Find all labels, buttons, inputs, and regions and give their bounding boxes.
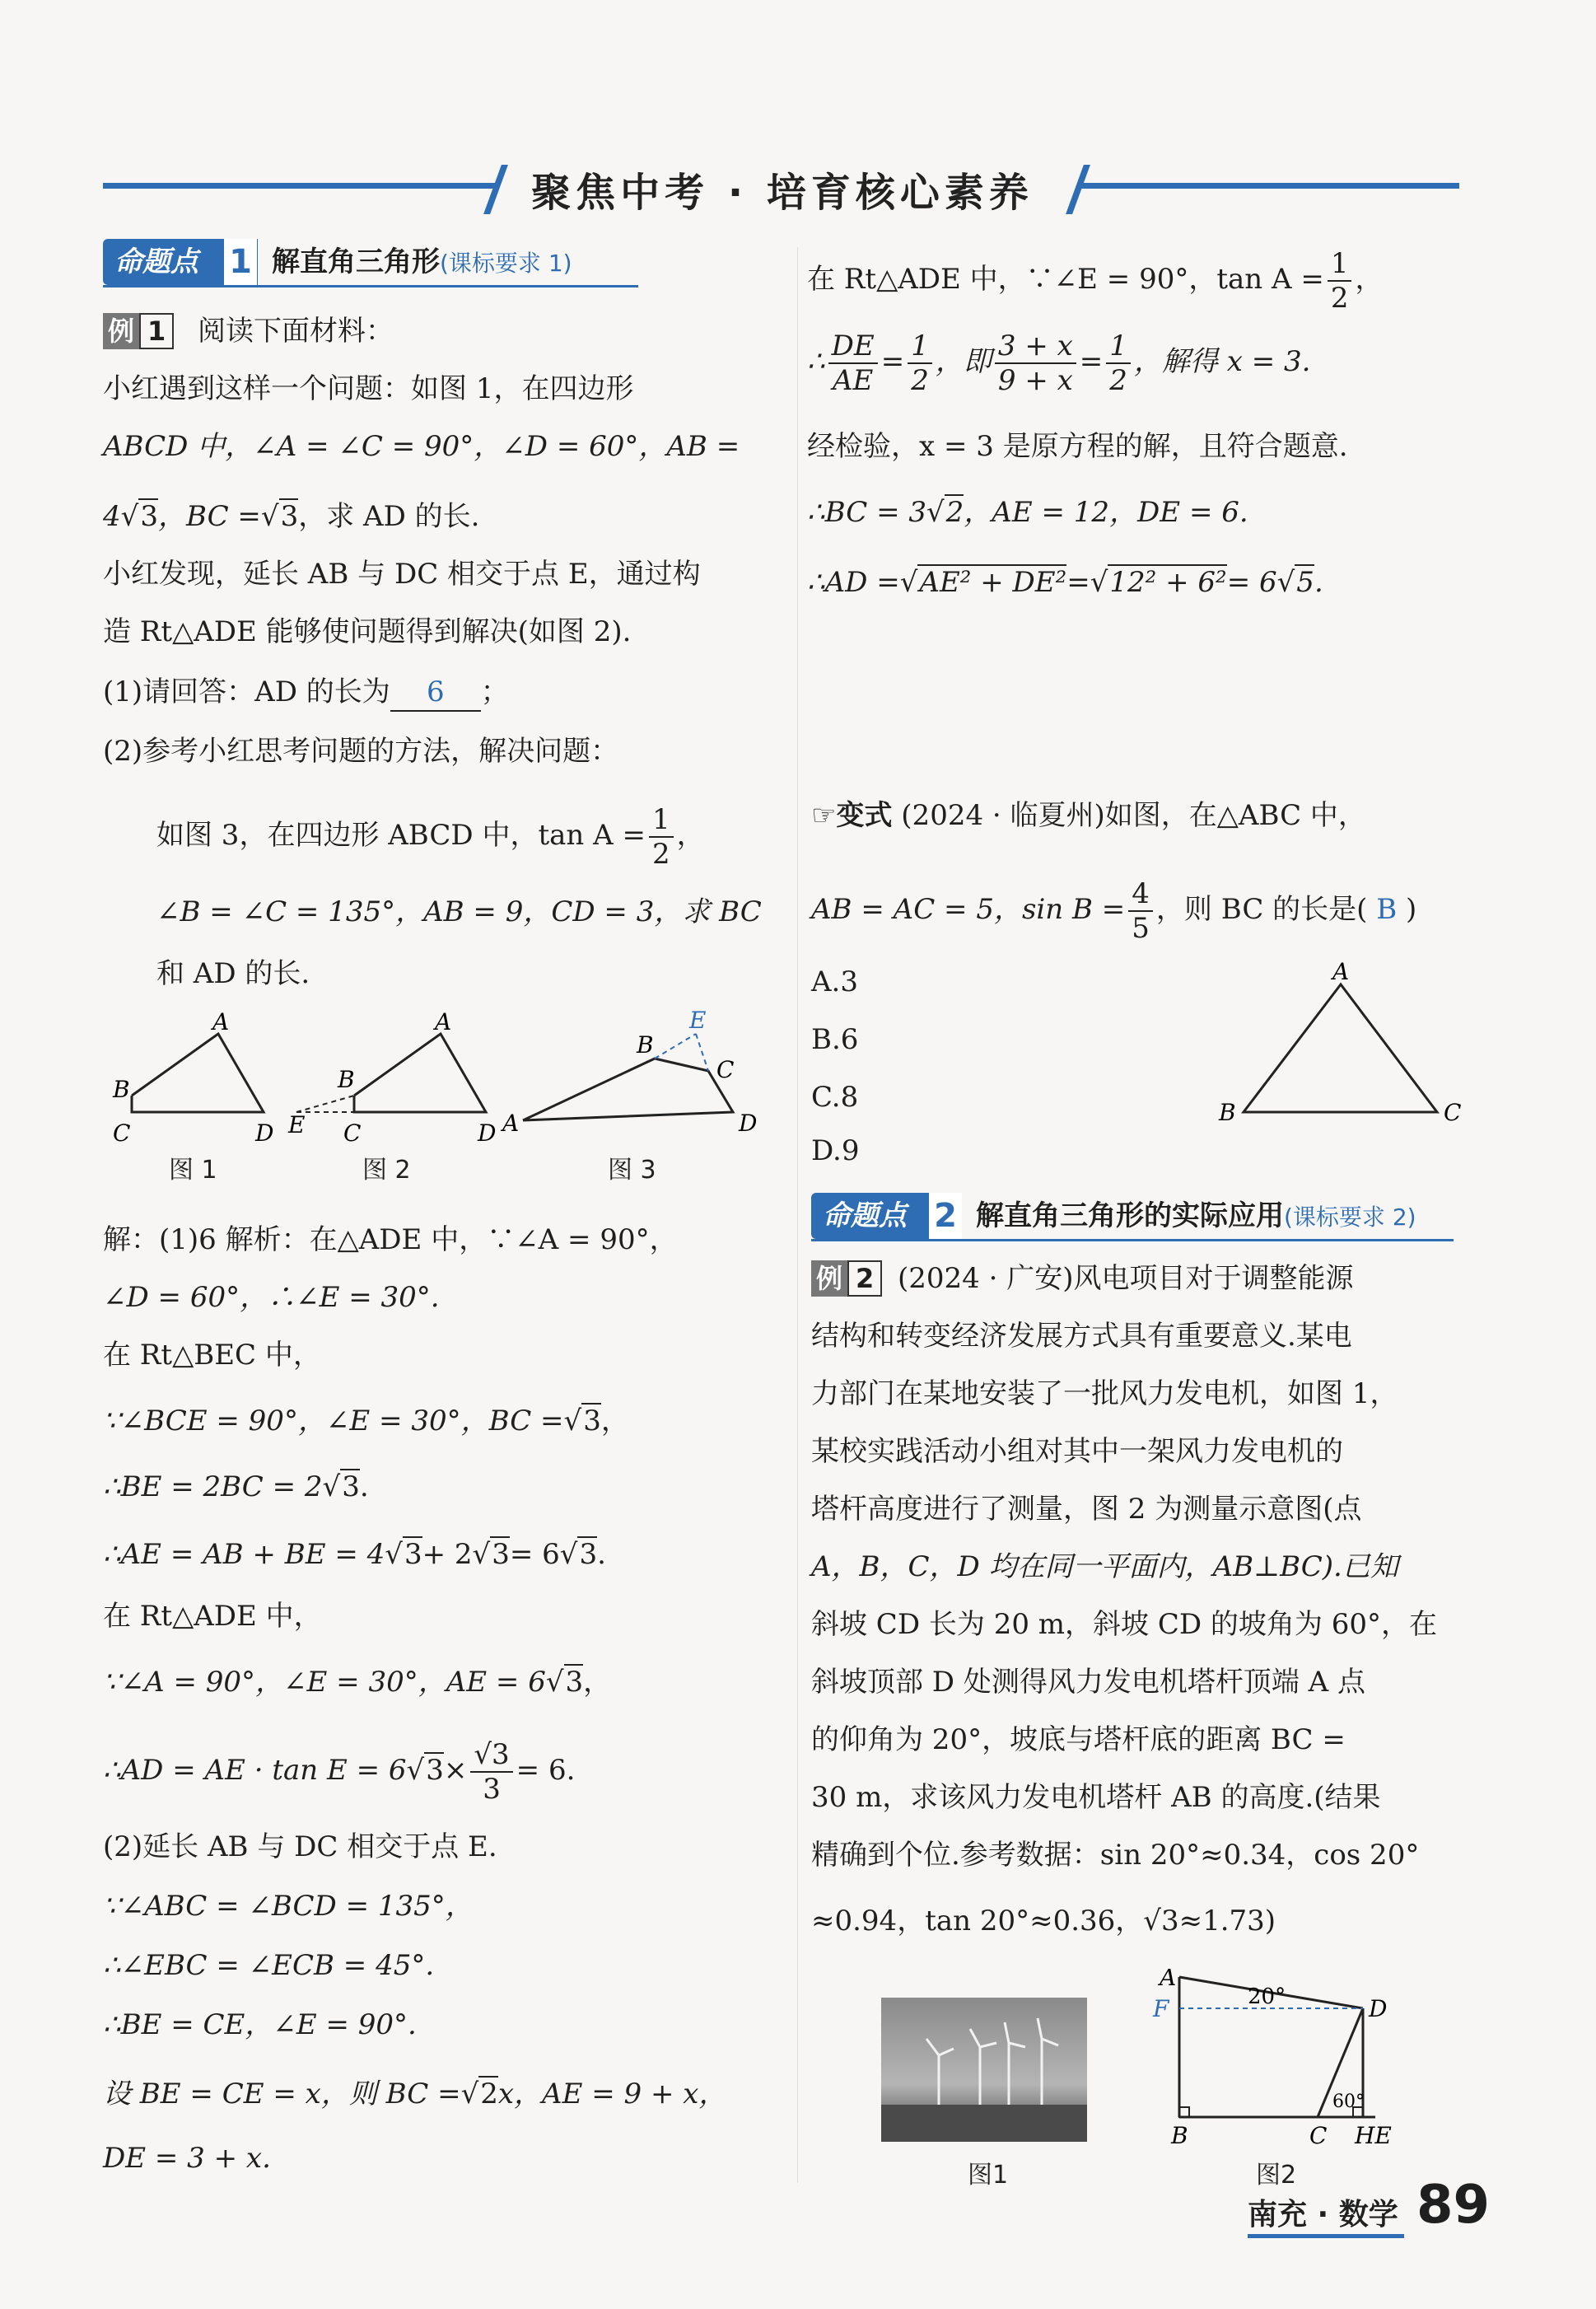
figure-1: [132, 1034, 264, 1112]
solution-text: ∵∠BCE = 90°，∠E = 30°，BC =√3，: [103, 1405, 629, 1437]
figure-caption: 图1: [968, 2161, 1009, 2190]
solution-text: ∴BC = 3√2，AE = 12，DE = 6.: [807, 496, 1248, 529]
svg-text:C: C: [716, 1056, 735, 1083]
solution-text: ∴BE = CE，∠E = 90°.: [103, 2008, 417, 2041]
solution-text: ∴BE = 2BC = 2√3.: [103, 1470, 369, 1503]
section-underline: [103, 285, 638, 287]
figure-caption: 图 1: [169, 1156, 217, 1185]
svg-text:HE: HE: [1355, 2122, 1392, 2149]
fig1-label-a: A: [212, 1008, 230, 1035]
question-2: (2)参考小红思考问题的方法，解决问题：: [103, 735, 619, 768]
problem-text: 小红发现，延长 AB 与 DC 相交于点 E，通过构: [103, 558, 701, 591]
svg-text:C: C: [343, 1119, 362, 1147]
fig1-label-b: B: [113, 1076, 130, 1103]
page-header-title: 聚焦中考 · 培育核心素养: [531, 170, 1034, 216]
solution-text: 在 Rt△ADE 中，∵∠E = 90°，tan A = $\frac{1}{2}$ ，: [807, 247, 1384, 315]
solution-text: DE = 3 + x.: [103, 2142, 271, 2175]
section-underline: [811, 1239, 1454, 1241]
svg-text:20°: 20°: [1248, 1984, 1286, 2009]
solution-text: 在 Rt△ADE 中，: [103, 1600, 322, 1633]
option: C.8: [811, 1081, 859, 1114]
wind-turbine-photo: [881, 1998, 1087, 2142]
fig1-label-c: C: [113, 1119, 131, 1147]
fig1-label-d: D: [255, 1119, 274, 1147]
solution-text: ∴ $\frac{DE}{AE}$ = $\frac{1}{2}$ ，即 $\frac{3 + x}{9 + x}$ = $\frac{1}{2}$ ，解得 x = 3.: [807, 330, 1311, 397]
figure-3: [523, 1059, 733, 1120]
section-title: 解直角三角形的实际应用(课标要求 2): [976, 1199, 1416, 1232]
svg-text:A: A: [1160, 1969, 1177, 1991]
footer-rule: [1248, 2234, 1404, 2238]
column-divider: [797, 247, 798, 2183]
option: A.3: [811, 965, 858, 998]
example-label: 例 1: [103, 313, 174, 349]
section-tag: 命题点: [103, 239, 258, 285]
problem-text: 力部门在某地安装了一批风力发电机，如图 1，: [811, 1377, 1398, 1410]
svg-text:B: B: [338, 1066, 355, 1093]
svg-text:A: A: [1332, 960, 1350, 985]
svg-text:C: C: [1444, 1099, 1462, 1124]
header-rule-left: [103, 183, 498, 189]
solution-text: (2)延长 AB 与 DC 相交于点 E.: [103, 1830, 497, 1863]
problem-text: 结构和转变经济发展方式具有重要意义.某电: [811, 1320, 1352, 1353]
svg-text:B: B: [1171, 2122, 1188, 2149]
problem-text: (2024 · 广安)风电项目对于调整能源: [898, 1262, 1354, 1295]
section-tag: 命题点: [811, 1193, 962, 1239]
solution-text: ∵∠A = 90°，∠E = 30°，AE = 6√3，: [103, 1666, 612, 1699]
answer-blank: 6: [390, 674, 481, 712]
variant-text: AB = AC = 5，sin B = $\frac{4}{5}$ ，则 BC 的长是( B ): [811, 877, 1417, 945]
solution-text: ∵∠ABC = ∠BCD = 135°，: [103, 1890, 474, 1923]
option: D.9: [811, 1134, 860, 1167]
svg-text:A: A: [502, 1110, 520, 1137]
problem-text: 的仰角为 20°，坡底与塔杆底的距离 BC =: [811, 1723, 1346, 1756]
question-1: (1)请回答：AD 的长为 6 ；: [103, 674, 509, 712]
solution-text: 经检验，x = 3 是原方程的解，且符合题意.: [807, 430, 1348, 463]
solution-text: 设 BE = CE = x，则 BC =√2x，AE = 9 + x，: [103, 2078, 727, 2110]
svg-text:D: D: [1369, 1995, 1388, 2022]
problem-text: A，B，C，D 均在同一平面内，AB⊥BC).已知: [811, 1550, 1398, 1583]
solution-text: 解：(1)6 解析：在△ADE 中，∵∠A = 90°，: [103, 1223, 678, 1256]
svg-text:F: F: [1153, 1995, 1169, 2022]
svg-text:D: D: [478, 1119, 497, 1147]
solution-text: ∴AD =√AE² + DE²=√12² + 6²= 6√5.: [807, 566, 1323, 599]
solution-text: ∠D = 60°，∴∠E = 30°.: [103, 1281, 440, 1314]
problem-text: 塔杆高度进行了测量，图 2 为测量示意图(点: [811, 1493, 1362, 1526]
example-label: 例 2: [811, 1260, 882, 1297]
variant-text: ☞变式 (2024 · 临夏州)如图，在△ABC 中，: [811, 799, 1366, 832]
svg-text:D: D: [739, 1110, 758, 1137]
svg-text:E: E: [288, 1111, 306, 1138]
problem-text: 30 m，求该风力发电机塔杆 AB 的高度.(结果: [811, 1781, 1381, 1814]
question-2-text: 如图 3，在四边形 ABCD 中，tan A = $\frac{1}{2}$ ，: [156, 803, 705, 871]
figure-caption: 图2: [1256, 2161, 1297, 2190]
section-tag-number: 1: [224, 239, 257, 285]
solution-text: ∴AE = AB + BE = 4√3+ 2√3= 6√3.: [103, 1538, 606, 1571]
problem-text: 斜坡顶部 D 处测得风力发电机塔杆顶端 A 点: [811, 1666, 1366, 1699]
section-title: 解直角三角形(课标要求 1): [272, 245, 572, 278]
question-2-text: 和 AD 的长.: [156, 957, 310, 990]
footer-city-subject: 南充 · 数学: [1248, 2198, 1398, 2232]
problem-text: 斜坡 CD 长为 20 m，斜坡 CD 的坡角为 60°，在: [811, 1608, 1437, 1641]
problem-text: ≈0.94，tan 20°≈0.36，√3≈1.73): [811, 1905, 1276, 1937]
problem-text: ABCD 中，∠A = ∠C = 90°，∠D = 60°，AB =: [103, 430, 740, 463]
svg-text:A: A: [435, 1008, 452, 1035]
problem-text: 某校实践活动小组对其中一架风力发电机的: [811, 1435, 1343, 1468]
section-tag-number: 2: [929, 1193, 962, 1239]
solution-text: 在 Rt△BEC 中，: [103, 1339, 321, 1372]
question-2-text: ∠B = ∠C = 135°，AB = 9，CD = 3，求 BC: [156, 895, 762, 928]
figure-caption: 图 3: [608, 1156, 656, 1185]
measurement-diagram: [1145, 1969, 1416, 2158]
figure-2: [354, 1034, 486, 1112]
solution-text: ∴∠EBC = ∠ECB = 45°.: [103, 1949, 435, 1982]
svg-text:C: C: [1309, 2122, 1328, 2149]
svg-text:B: B: [637, 1031, 654, 1059]
variant-triangle-figure: [1211, 960, 1474, 1124]
svg-text:B: B: [1219, 1099, 1236, 1124]
problem-text: 小红遇到这样一个问题：如图 1，在四边形: [103, 372, 634, 405]
example-intro: 阅读下面材料：: [198, 315, 394, 348]
figure-caption: 图 2: [362, 1156, 411, 1185]
solution-text: ∴AD = AE · tan E = 6√3× $\frac{√3}{3}$ = 6.: [103, 1738, 576, 1806]
svg-text:E: E: [689, 1007, 707, 1034]
problem-text: 精确到个位.参考数据：sin 20°≈0.34，cos 20°: [811, 1839, 1420, 1872]
header-rule-right: [1080, 183, 1459, 189]
problem-text: 造 Rt△ADE 能够使问题得到解决(如图 2).: [103, 615, 632, 648]
option: B.6: [811, 1023, 859, 1056]
svg-text:60°: 60°: [1332, 2092, 1365, 2112]
problem-text: 4√3，BC =√3，求 AD 的长.: [103, 500, 480, 533]
page-number: 89: [1416, 2175, 1491, 2236]
